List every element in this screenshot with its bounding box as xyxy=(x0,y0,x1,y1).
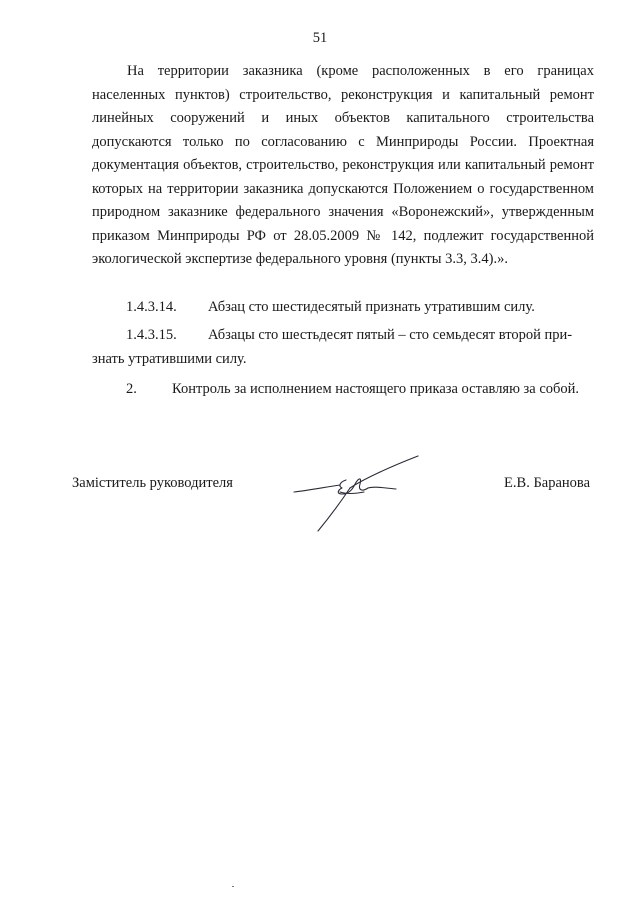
scan-mark xyxy=(232,886,234,887)
item-number: 1.4.3.15. xyxy=(126,327,177,343)
signatory-title: Заміститель руководителя xyxy=(72,475,233,491)
item-text: Абзацы сто шестьдесят пятый – сто семьдесят второй при- xyxy=(208,327,573,343)
handwritten-signature xyxy=(292,452,427,534)
item-text: Контроль за исполнением настоящего приказа оставляю за собой. xyxy=(172,381,580,397)
list-item xyxy=(126,324,594,348)
list-item-continuation: знать утратившими силу. xyxy=(92,351,247,367)
list-item xyxy=(126,378,594,402)
item-number: 1.4.3.14. xyxy=(126,299,177,315)
item-number: 2. xyxy=(126,381,137,397)
body-paragraph: На территории заказника (кроме расположенных в его границах населенных пунктов) строительство, реконструкция и капитальный ремонт линейных сооружений и иных объектов капитального строительства допускаются только по согласованию с Минприроды России. Проектная документация объектов, строительство, реконструкция или капитальный ремонт которых на территории заказника допускаются Положением о государственном природном заказнике федерального значения «Воронежский», утвержденным приказом Минприроды РФ от 28.05.2009 № 142, подлежит государственной экологической экспертизе федерального уровня (пункты 3.3, 3.4).». xyxy=(92,63,594,267)
list-item xyxy=(126,296,594,320)
signatory-name: Е.В. Баранова xyxy=(504,475,590,491)
page-number: 51 xyxy=(312,30,328,46)
item-text: Абзац сто шестидесятый признать утратившим силу. xyxy=(208,299,535,315)
